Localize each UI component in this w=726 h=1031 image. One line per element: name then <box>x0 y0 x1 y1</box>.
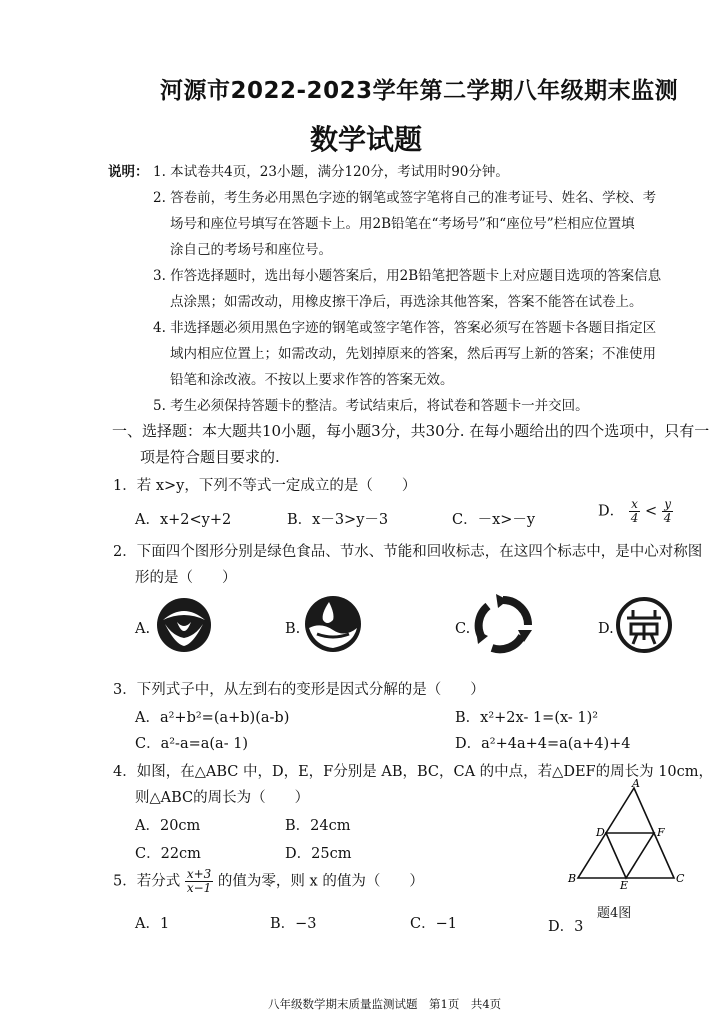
question-4-stem: 4．如图，在△ABC 中，D，E，F分别是 AB，BC，CA 的中点，若△DEF的周长为 10cm， <box>113 764 714 780</box>
q2-label-c: C. <box>455 621 471 637</box>
triangle-figure <box>562 778 692 890</box>
question-3-stem: 3．下列式子中，从左到右的变形是因式分解的是（ ） <box>113 682 485 698</box>
q2-label-a: A. <box>135 621 151 637</box>
figure-caption: 题4图 <box>597 906 632 921</box>
instruction-line: 4. 非选择题必须用黑色字迹的钢笔或签字笔作答，答案必须写在答题卡各题目指定区 <box>153 320 657 336</box>
instruction-line: 涂自己的考场号和座位号。 <box>170 242 332 258</box>
question-1-stem: 1．若 x>y，下列不等式一定成立的是（ ） <box>113 478 417 494</box>
less-than-sign: < <box>645 503 658 520</box>
q1-option-d <box>598 498 673 525</box>
instruction-line: 1. 本试卷共4页，23小题，满分120分，考试用时90分钟。 <box>153 164 509 180</box>
q1-option-c: C．－x>－y <box>452 512 536 528</box>
point-label-a: A <box>632 778 640 790</box>
q4-option-c: C．22cm <box>135 846 201 862</box>
instruction-line: 铅笔和涂改液。不按以上要求作答的答案无效。 <box>170 372 454 388</box>
q2-label-d: D. <box>598 621 614 637</box>
q5-option-b: B．−3 <box>270 916 317 932</box>
water-saving-logo-icon <box>303 594 363 654</box>
point-label-d: D <box>596 826 605 839</box>
q3-option-b: B．x²+2x- 1=(x- 1)² <box>455 710 599 726</box>
question-2-stem-cont: 形的是（ ） <box>135 570 237 586</box>
instruction-line: 5. 考生必须保持答题卡的整洁。考试结束后，将试卷和答题卡一并交回。 <box>153 398 589 414</box>
q4-option-d: D．25cm <box>285 846 352 862</box>
point-label-b: B <box>568 872 577 885</box>
instruction-line: 2. 答卷前，考生务必用黑色字迹的钢笔或签字笔将自己的准考证号、姓名、学校、考 <box>153 190 657 206</box>
q5-stem-post: 的值为零，则 x 的值为（ ） <box>217 873 424 890</box>
q4-option-a: A．20cm <box>135 818 201 834</box>
fraction-denominator: x−1 <box>186 881 212 895</box>
q5-option-d: D．3 <box>548 919 584 935</box>
q4-option-b: B．24cm <box>285 818 351 834</box>
q2-label-b: B. <box>285 621 301 637</box>
fraction-numerator: x+3 <box>186 867 212 881</box>
fraction-numerator: x <box>629 498 641 512</box>
q3-option-a: A．a²+b²=(a+b)(a-b) <box>135 710 290 726</box>
question-5-stem <box>113 868 424 895</box>
energy-saving-logo-icon <box>615 596 673 654</box>
instruction-line: 场号和座位号填写在答题卡上。用2B铅笔在“考场号”和“座位号”栏相应位置填 <box>170 216 635 232</box>
green-food-logo-icon <box>155 596 213 654</box>
triangle-def <box>606 833 654 878</box>
q3-option-c: C．a²-a=a(a- 1) <box>135 736 249 752</box>
q1-option-a: A．x+2<y+2 <box>135 512 232 528</box>
subject-title: 数学试题 <box>310 123 423 156</box>
fraction-numerator: y <box>662 498 674 512</box>
instructions-label: 说明： <box>108 164 149 180</box>
point-label-e: E <box>620 879 629 890</box>
instruction-line: 3. 作答选择题时，选出每小题答案后，用2B铅笔把答题卡上对应题目选项的答案信息 <box>153 268 662 284</box>
instruction-line: 域内相应位置上；如需改动，先划掉原来的答案，然后再写上新的答案；不准使用 <box>170 346 656 362</box>
fraction-denominator: 4 <box>663 511 672 525</box>
q5-option-c: C．−1 <box>410 916 457 932</box>
fraction <box>662 498 674 525</box>
q5-option-a: A．1 <box>135 916 170 932</box>
section-heading-cont: 项是符合题目要求的. <box>140 448 280 466</box>
section-heading: 一、选择题：本大题共10小题，每小题3分，共30分. 在每小题给出的四个选项中，只有一 <box>112 422 710 440</box>
instruction-line: 点涂黑；如需改动，用橡皮擦干净后，再选涂其他答案，答案不能答在试卷上。 <box>170 294 643 310</box>
q1-option-b: B．x－3>y－3 <box>287 512 389 528</box>
fraction <box>629 498 641 525</box>
point-label-c: C <box>676 872 685 885</box>
fraction-denominator: 4 <box>630 511 639 525</box>
exam-title: 河源市2022-2023学年第二学期八年级期末监测 <box>160 78 679 104</box>
recycle-logo-icon <box>470 592 536 658</box>
q3-option-d: D．a²+4a+4=a(a+4)+4 <box>455 736 631 752</box>
q5-stem-pre: 5．若分式 <box>113 873 181 890</box>
point-label-f: F <box>657 826 665 839</box>
page-footer: 八年级数学期末质量监测试题 第1页 共4页 <box>268 997 502 1011</box>
fraction <box>185 868 213 895</box>
question-4-stem-cont: 则△ABC的周长为（ ） <box>135 790 310 806</box>
q1-option-d-label: D． <box>598 503 625 520</box>
question-2-stem: 2．下面四个图形分别是绿色食品、节水、节能和回收标志，在这四个标志中，是中心对称图 <box>113 544 703 560</box>
